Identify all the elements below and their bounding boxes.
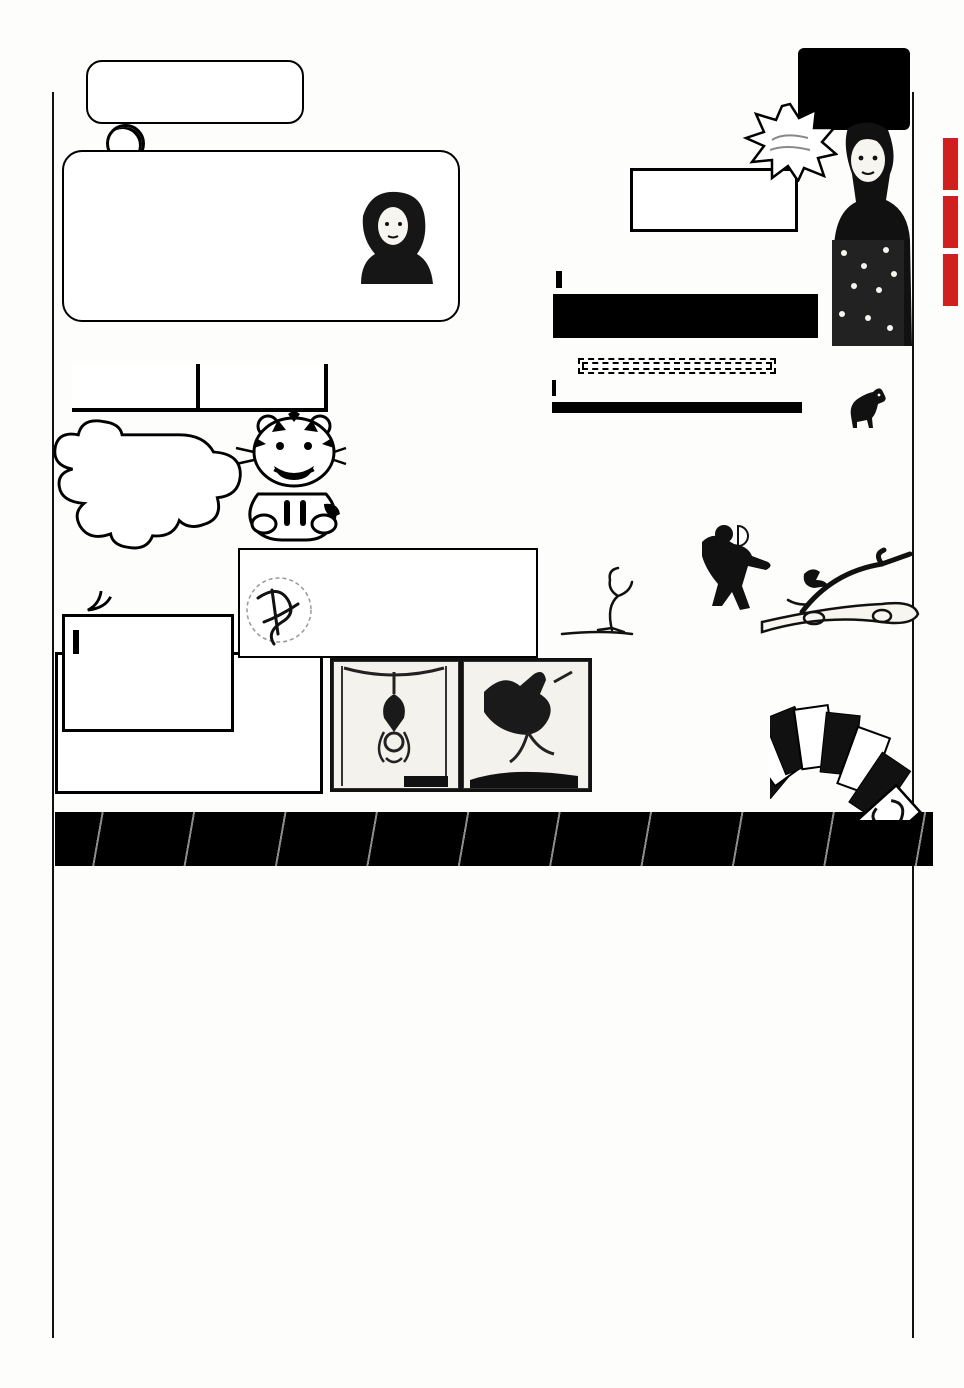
promo-box: [86, 60, 304, 124]
chuandian-body: [552, 378, 802, 399]
number-headers: [72, 364, 328, 412]
red-seal: [943, 196, 958, 248]
small-number-header: [72, 364, 200, 412]
tiger-cartoon: [228, 408, 348, 544]
signature-scribble: [244, 570, 314, 650]
red-seal: [943, 138, 958, 190]
wang-line: [558, 242, 818, 270]
cloud-content: [58, 420, 233, 457]
tarot-cards: [330, 658, 592, 792]
portrait-sketch: [348, 186, 438, 286]
phrase-label: [556, 271, 562, 288]
code-lines: [150, 334, 480, 342]
zodiac-wheel: [678, 832, 938, 1028]
tarot-card-fool: [463, 661, 589, 789]
red-seal: [943, 254, 958, 306]
dog-icon: [843, 386, 889, 430]
zodiac-trend-chart: [330, 1006, 942, 1086]
left-margin-strip: [24, 96, 44, 1326]
ink-illustration: [552, 512, 932, 647]
hostess-photo: [824, 118, 912, 346]
dog-plate: [836, 386, 896, 441]
tema-strip: [553, 294, 818, 338]
guess-poem-box: [62, 614, 234, 732]
te-song-label: [73, 630, 79, 654]
double-number-header: [200, 364, 328, 412]
chuandian-title: [582, 362, 772, 370]
card-fan: [770, 700, 940, 820]
chuandian-box: [552, 362, 802, 419]
phrase-line: [556, 272, 856, 288]
black-bar: [552, 402, 802, 413]
chuandian-highlight: [552, 380, 556, 396]
tarot-card-hanged-man: [333, 661, 459, 789]
bottom-logo-strip: [40, 1336, 920, 1356]
